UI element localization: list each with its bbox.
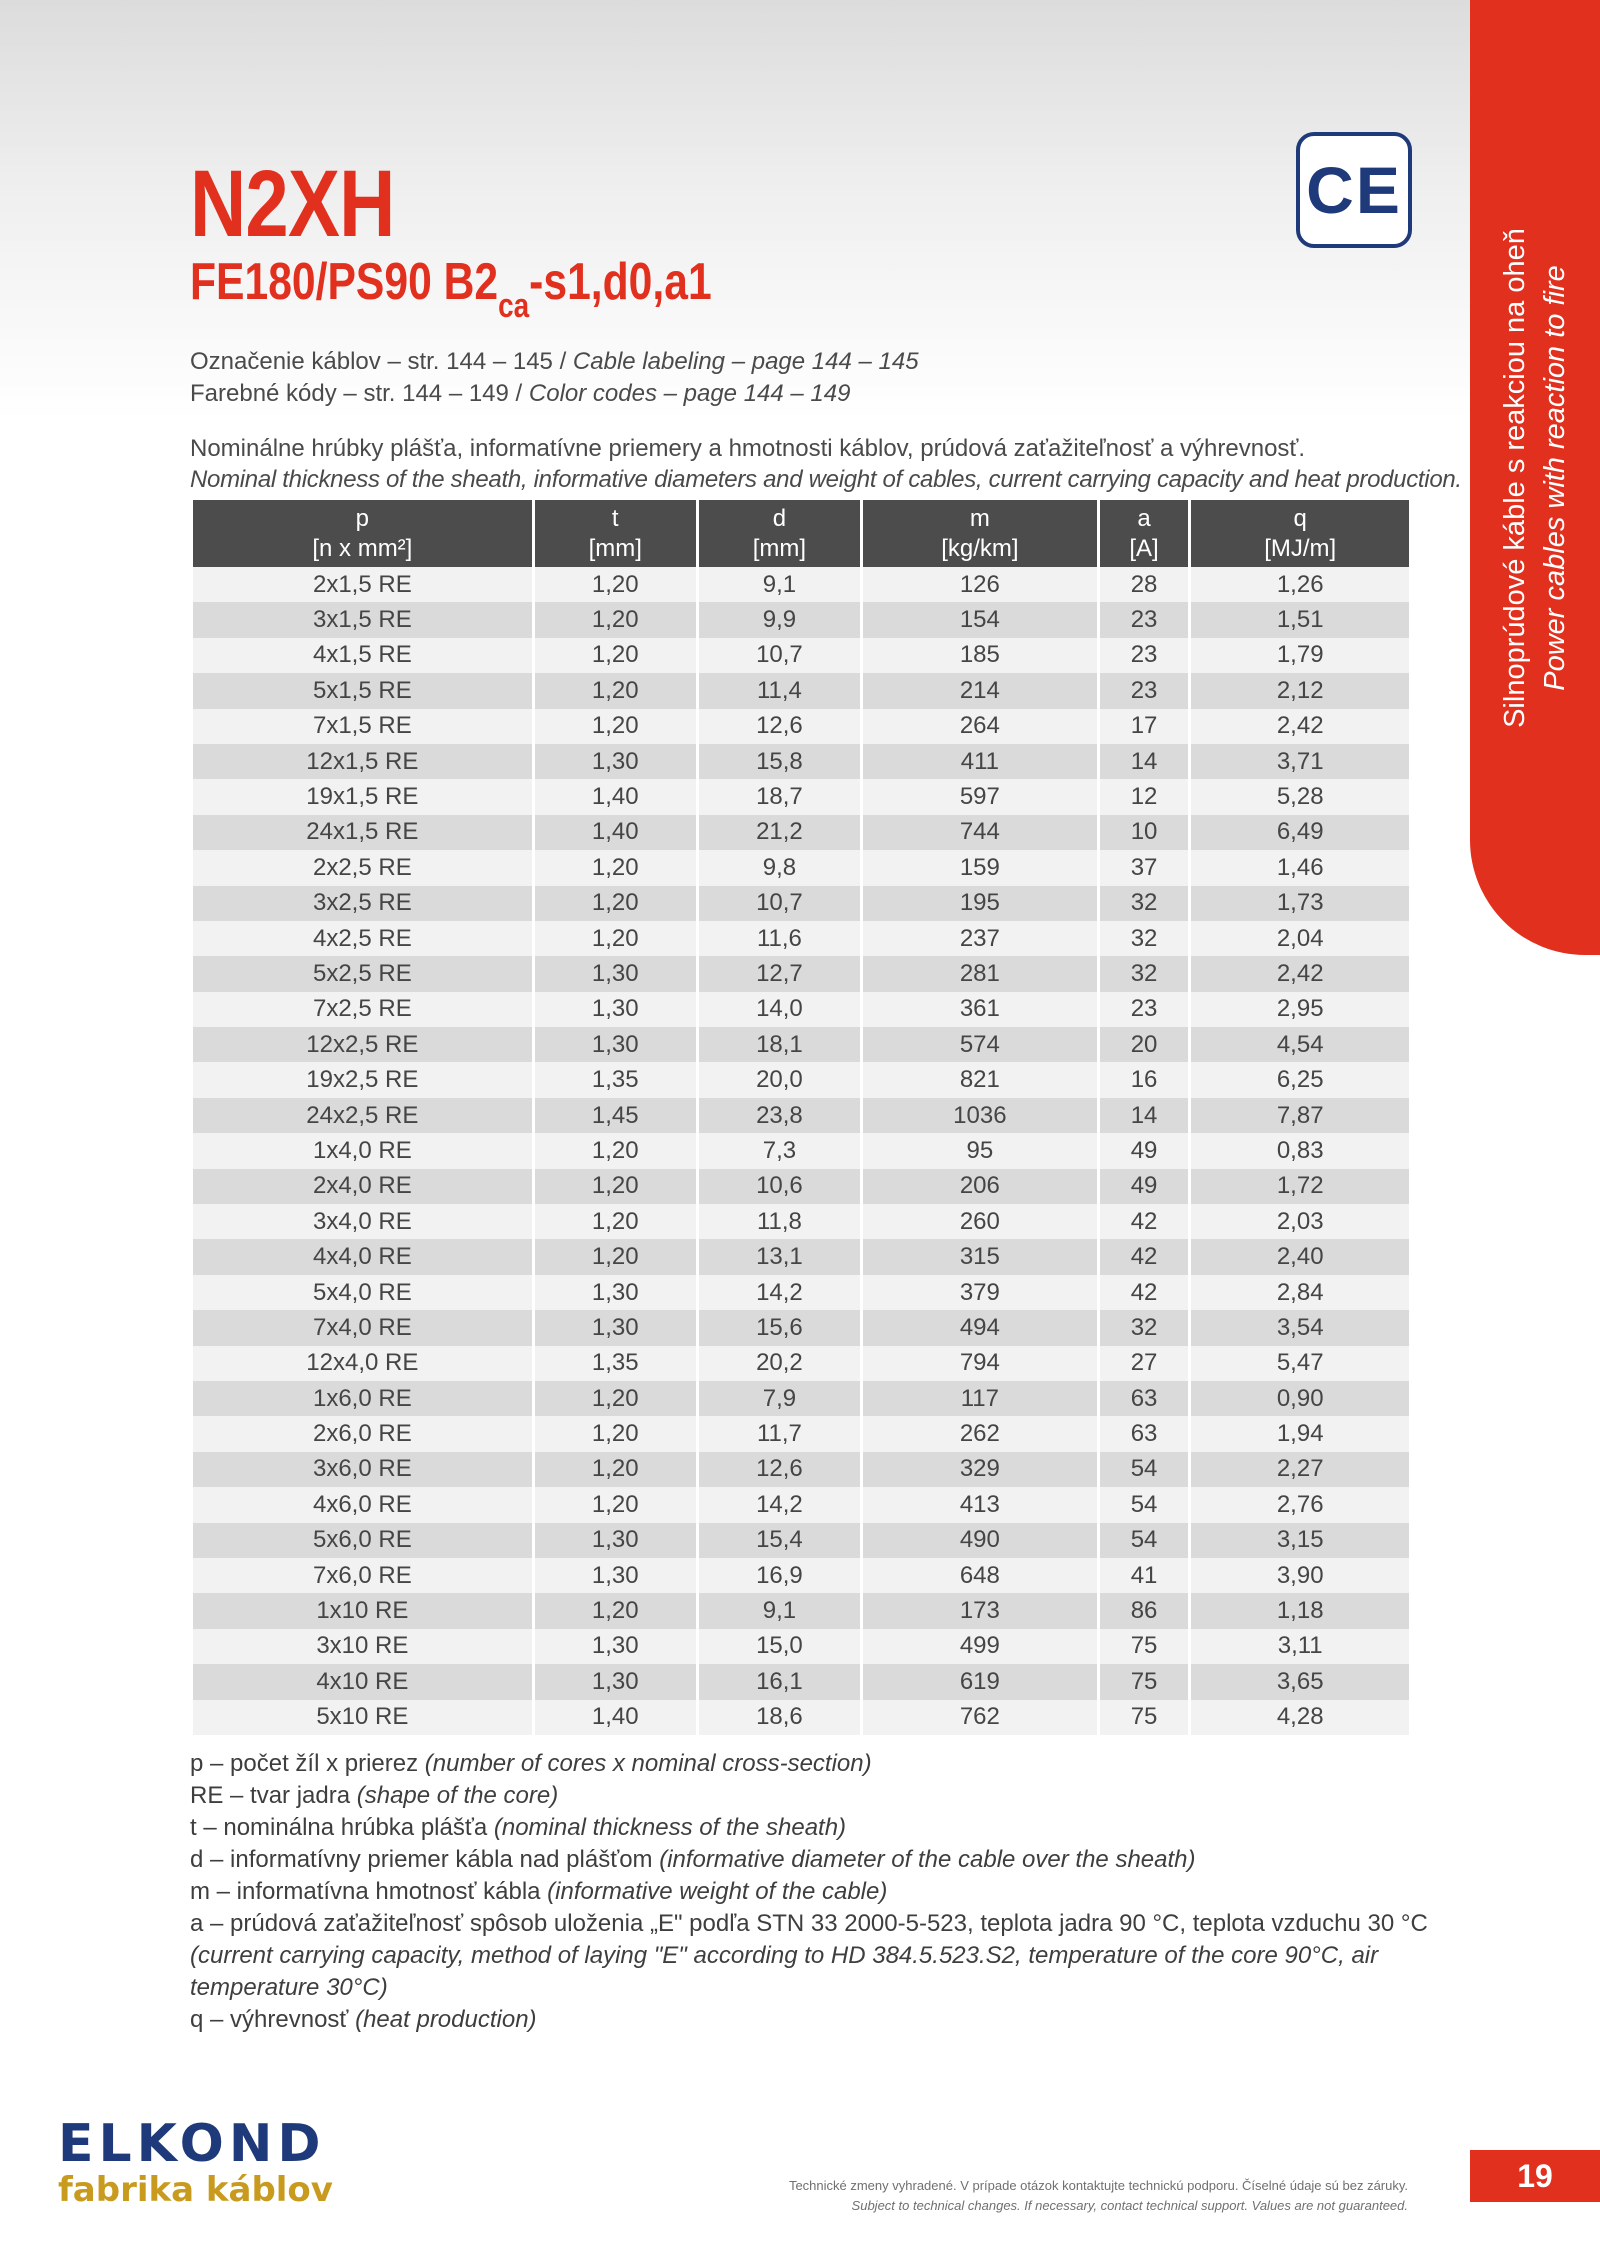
table-cell: 2x2,5 RE	[193, 850, 532, 885]
table-cell: 329	[863, 1452, 1097, 1487]
table-cell: 262	[863, 1416, 1097, 1451]
table-cell: 23	[1100, 673, 1189, 708]
labeling-en: Cable labeling – page 144 – 145	[572, 348, 919, 375]
table-cell: 15,4	[699, 1523, 860, 1558]
table-cell: 1,30	[535, 1664, 696, 1699]
table-cell: 3,11	[1191, 1629, 1409, 1664]
table-cell: 54	[1100, 1452, 1189, 1487]
table-row	[193, 709, 1409, 744]
table-cell: 3,90	[1191, 1558, 1409, 1593]
table-cell: 4,54	[1191, 1027, 1409, 1062]
subtitle-tail: -s1,d0,a1	[529, 253, 712, 311]
table-cell: 9,1	[699, 1593, 860, 1628]
table-cell: 1036	[863, 1098, 1097, 1133]
table-cell: 1,73	[1191, 886, 1409, 921]
table-cell: 2,40	[1191, 1239, 1409, 1274]
table-row	[193, 992, 1409, 1027]
labeling-sk: Označenie káblov – str. 144 – 145 /	[190, 348, 573, 375]
table-cell: 11,6	[699, 921, 860, 956]
table-cell: 54	[1100, 1487, 1189, 1522]
table-row	[193, 1487, 1409, 1522]
product-title: N2XH	[190, 151, 395, 257]
table-cell: 1x6,0 RE	[193, 1381, 532, 1416]
table-cell: 5x10 RE	[193, 1700, 532, 1735]
column-symbol: q	[1293, 504, 1307, 532]
table-cell: 1,79	[1191, 638, 1409, 673]
table-row	[193, 567, 1409, 602]
table-cell: 7,9	[699, 1381, 860, 1416]
table-cell: 18,1	[699, 1027, 860, 1062]
column-header-m	[863, 500, 1097, 567]
table-cell: 75	[1100, 1629, 1189, 1664]
table-cell: 2x4,0 RE	[193, 1169, 532, 1204]
table-cell: 15,6	[699, 1310, 860, 1345]
table-cell: 16	[1100, 1062, 1189, 1097]
table-cell: 5,28	[1191, 779, 1409, 814]
table-cell: 237	[863, 921, 1097, 956]
table-cell: 490	[863, 1523, 1097, 1558]
table-cell: 3x10 RE	[193, 1629, 532, 1664]
table-cell: 7x4,0 RE	[193, 1310, 532, 1345]
table-cell: 1,30	[535, 1523, 696, 1558]
table-cell: 1,30	[535, 744, 696, 779]
table-cell: 20,0	[699, 1062, 860, 1097]
table-cell: 12,7	[699, 956, 860, 991]
table-cell: 54	[1100, 1523, 1189, 1558]
table-cell: 32	[1100, 921, 1189, 956]
column-header-p	[193, 500, 532, 567]
table-cell: 264	[863, 709, 1097, 744]
table-cell: 1,30	[535, 992, 696, 1027]
table-row	[193, 1593, 1409, 1628]
section-side-title	[1495, 0, 1575, 958]
table-cell: 1,20	[535, 567, 696, 602]
table-cell: 28	[1100, 567, 1189, 602]
table-cell: 260	[863, 1204, 1097, 1239]
table-cell: 2,84	[1191, 1275, 1409, 1310]
legend-text-en: (number of cores x nominal cross-section)	[424, 1750, 872, 1777]
table-cell: 3,65	[1191, 1664, 1409, 1699]
column-unit: [A]	[1129, 534, 1159, 562]
table-cell: 2,03	[1191, 1204, 1409, 1239]
legend-text-sk: q – výhrevnosť	[190, 2006, 356, 2033]
table-cell: 49	[1100, 1133, 1189, 1168]
table-cell: 17	[1100, 709, 1189, 744]
table-cell: 5x6,0 RE	[193, 1523, 532, 1558]
table-cell: 214	[863, 673, 1097, 708]
table-cell: 0,83	[1191, 1133, 1409, 1168]
table-cell: 11,4	[699, 673, 860, 708]
table-cell: 281	[863, 956, 1097, 991]
table-cell: 1,20	[535, 673, 696, 708]
table-row	[193, 1346, 1409, 1381]
table-cell: 4x4,0 RE	[193, 1239, 532, 1274]
table-cell: 12x1,5 RE	[193, 744, 532, 779]
table-cell: 86	[1100, 1593, 1189, 1628]
table-caption-sk: Nominálne hrúbky plášťa, informatívne priemery a hmotnosti káblov, prúdová zaťažiteľnosť a výhrevnosť.	[190, 435, 1306, 462]
table-cell: 2,04	[1191, 921, 1409, 956]
legend-text-en: (nominal thickness of the sheath)	[493, 1814, 847, 1841]
table-cell: 597	[863, 779, 1097, 814]
table-body	[193, 567, 1409, 1735]
table-row	[193, 1700, 1409, 1735]
table-cell: 42	[1100, 1275, 1189, 1310]
table-cell: 7x2,5 RE	[193, 992, 532, 1027]
table-cell: 1,30	[535, 956, 696, 991]
legend-text-sk: t – nominálna hrúbka plášťa	[190, 1814, 494, 1841]
table-cell: 1,94	[1191, 1416, 1409, 1451]
table-cell: 1,20	[535, 1133, 696, 1168]
table-cell: 2x6,0 RE	[193, 1416, 532, 1451]
table-row	[193, 1098, 1409, 1133]
table-cell: 3,54	[1191, 1310, 1409, 1345]
section-title-sk: Silnoprúdové káble s reakciou na oheň	[1499, 228, 1531, 728]
column-symbol: m	[969, 504, 990, 532]
subtitle-main: FE180/PS90 B2	[190, 253, 499, 311]
table-cell: 1,51	[1191, 602, 1409, 637]
legend-item	[190, 1908, 1440, 2004]
table-cell: 24x2,5 RE	[193, 1098, 532, 1133]
table-cell: 5x1,5 RE	[193, 673, 532, 708]
legend-item	[190, 1844, 1440, 1876]
table-caption-en: Nominal thickness of the sheath, informative diameters and weight of cables, current carrying capacity and heat production.	[190, 466, 1462, 493]
column-unit: [mm]	[752, 534, 807, 562]
ce-mark-icon	[1296, 132, 1412, 248]
table-cell: 2,27	[1191, 1452, 1409, 1487]
table-row	[193, 886, 1409, 921]
table-row	[193, 744, 1409, 779]
table-cell: 14,2	[699, 1275, 860, 1310]
table-cell: 361	[863, 992, 1097, 1027]
table-row	[193, 921, 1409, 956]
table-header-row	[193, 500, 1409, 567]
table-cell: 14,2	[699, 1487, 860, 1522]
table-cell: 15,8	[699, 744, 860, 779]
table-cell: 1,20	[535, 1452, 696, 1487]
table-cell: 173	[863, 1593, 1097, 1628]
legend-text-sk: p – počet žíl x prierez	[190, 1750, 425, 1777]
table-cell: 1,20	[535, 709, 696, 744]
table-cell: 2,42	[1191, 709, 1409, 744]
table-cell: 16,9	[699, 1558, 860, 1593]
disclaimer	[640, 2176, 1408, 2216]
table-row	[193, 1133, 1409, 1168]
table-cell: 499	[863, 1629, 1097, 1664]
product-subtitle	[190, 252, 712, 326]
table-cell: 37	[1100, 850, 1189, 885]
column-unit: [MJ/m]	[1264, 534, 1337, 562]
table-cell: 7,3	[699, 1133, 860, 1168]
page-number: 19	[1470, 2150, 1600, 2202]
table-cell: 1,18	[1191, 1593, 1409, 1628]
table-cell: 23	[1100, 992, 1189, 1027]
table-cell: 32	[1100, 956, 1189, 991]
legend-item	[190, 2004, 1440, 2036]
table-row	[193, 1416, 1409, 1451]
table-cell: 315	[863, 1239, 1097, 1274]
table-cell: 1,20	[535, 602, 696, 637]
table-cell: 2,12	[1191, 673, 1409, 708]
table-row	[193, 1027, 1409, 1062]
table-cell: 75	[1100, 1700, 1189, 1735]
table-cell: 75	[1100, 1664, 1189, 1699]
table-cell: 12,6	[699, 1452, 860, 1487]
legend-item	[190, 1780, 1440, 1812]
table-cell: 1,20	[535, 1487, 696, 1522]
column-unit: [mm]	[588, 534, 642, 562]
table-cell: 1,20	[535, 1204, 696, 1239]
table-row	[193, 1062, 1409, 1097]
table-cell: 379	[863, 1275, 1097, 1310]
table-cell: 18,6	[699, 1700, 860, 1735]
table-header	[193, 500, 1409, 567]
table-cell: 32	[1100, 886, 1189, 921]
table-cell: 49	[1100, 1169, 1189, 1204]
table-cell: 794	[863, 1346, 1097, 1381]
table-cell: 1,40	[535, 779, 696, 814]
table-cell: 3,71	[1191, 744, 1409, 779]
table-cell: 1x10 RE	[193, 1593, 532, 1628]
table-cell: 12x4,0 RE	[193, 1346, 532, 1381]
table-cell: 21,2	[699, 815, 860, 850]
subtitle-subscript: ca	[498, 287, 530, 325]
table-cell: 1,30	[535, 1629, 696, 1664]
table-cell: 20,2	[699, 1346, 860, 1381]
brand-logo-tagline: fabrika káblov	[58, 2170, 333, 2210]
table-cell: 1,20	[535, 921, 696, 956]
table-cell: 6,25	[1191, 1062, 1409, 1097]
legend	[190, 1748, 1440, 2036]
table-row	[193, 1558, 1409, 1593]
column-symbol: d	[772, 504, 787, 532]
table-cell: 63	[1100, 1416, 1189, 1451]
table-cell: 1,40	[535, 815, 696, 850]
table-cell: 15,0	[699, 1629, 860, 1664]
table-row	[193, 779, 1409, 814]
table-cell: 762	[863, 1700, 1097, 1735]
table-cell: 1,20	[535, 1416, 696, 1451]
table-row	[193, 1275, 1409, 1310]
table-cell: 3x4,0 RE	[193, 1204, 532, 1239]
table-row	[193, 638, 1409, 673]
table-cell: 2,95	[1191, 992, 1409, 1027]
table-cell: 0,90	[1191, 1381, 1409, 1416]
table-cell: 413	[863, 1487, 1097, 1522]
column-symbol: t	[611, 504, 619, 532]
legend-text-sk: a – prúdová zaťažiteľnosť spôsob uloženia „E" podľa STN 33 2000-5-523, teplota jadra 90 °C, teplota vzduchu 30 °C	[190, 1910, 1428, 1937]
table-cell: 185	[863, 638, 1097, 673]
column-header-d	[699, 500, 860, 567]
legend-item	[190, 1812, 1440, 1844]
table-cell: 18,7	[699, 779, 860, 814]
color-codes-reference	[190, 380, 850, 408]
color-codes-en: Color codes – page 144 – 149	[528, 380, 851, 407]
table-cell: 1,20	[535, 1593, 696, 1628]
legend-text-sk: RE – tvar jadra	[190, 1782, 357, 1809]
table-row	[193, 673, 1409, 708]
table-cell: 648	[863, 1558, 1097, 1593]
table-cell: 19x2,5 RE	[193, 1062, 532, 1097]
table-cell: 41	[1100, 1558, 1189, 1593]
section-title-en: Power cables with reaction to fire	[1539, 265, 1571, 691]
table-cell: 3x2,5 RE	[193, 886, 532, 921]
table-cell: 32	[1100, 1310, 1189, 1345]
table-cell: 23,8	[699, 1098, 860, 1133]
column-header-q	[1191, 500, 1409, 567]
table-cell: 14	[1100, 744, 1189, 779]
table-cell: 3x6,0 RE	[193, 1452, 532, 1487]
legend-item	[190, 1748, 1440, 1780]
table-cell: 9,1	[699, 567, 860, 602]
table-cell: 20	[1100, 1027, 1189, 1062]
table-row	[193, 815, 1409, 850]
table-cell: 154	[863, 602, 1097, 637]
table-cell: 574	[863, 1027, 1097, 1062]
table-cell: 494	[863, 1310, 1097, 1345]
table-cell: 23	[1100, 602, 1189, 637]
table-cell: 4x1,5 RE	[193, 638, 532, 673]
table-cell: 14,0	[699, 992, 860, 1027]
table-cell: 619	[863, 1664, 1097, 1699]
table-cell: 2x1,5 RE	[193, 567, 532, 602]
table-cell: 10,7	[699, 638, 860, 673]
table-cell: 42	[1100, 1204, 1189, 1239]
table-cell: 1,30	[535, 1310, 696, 1345]
table-cell: 1,20	[535, 1381, 696, 1416]
column-unit: [n x mm²]	[312, 534, 413, 562]
table-cell: 11,8	[699, 1204, 860, 1239]
table-row	[193, 1169, 1409, 1204]
table-cell: 1,20	[535, 886, 696, 921]
table-row	[193, 1629, 1409, 1664]
table-cell: 1,30	[535, 1027, 696, 1062]
table-row	[193, 1204, 1409, 1239]
ce-mark-text: CE	[1306, 153, 1402, 227]
table-cell: 19x1,5 RE	[193, 779, 532, 814]
table-cell: 4x2,5 RE	[193, 921, 532, 956]
table-cell: 159	[863, 850, 1097, 885]
table-cell: 27	[1100, 1346, 1189, 1381]
table-cell: 4,28	[1191, 1700, 1409, 1735]
legend-text-en: (heat production)	[355, 2006, 537, 2033]
table-row	[193, 956, 1409, 991]
labeling-reference	[190, 348, 919, 376]
table-cell: 206	[863, 1169, 1097, 1204]
table-cell: 95	[863, 1133, 1097, 1168]
table-cell: 1,20	[535, 638, 696, 673]
table-cell: 1,26	[1191, 567, 1409, 602]
table-cell: 42	[1100, 1239, 1189, 1274]
table-cell: 744	[863, 815, 1097, 850]
table-cell: 4x10 RE	[193, 1664, 532, 1699]
table-cell: 7x1,5 RE	[193, 709, 532, 744]
table-row	[193, 1239, 1409, 1274]
table-cell: 1,35	[535, 1062, 696, 1097]
table-cell: 2,76	[1191, 1487, 1409, 1522]
column-symbol: p	[355, 504, 370, 532]
table-cell: 7,87	[1191, 1098, 1409, 1133]
table-cell: 1,45	[535, 1098, 696, 1133]
table-cell: 3x1,5 RE	[193, 602, 532, 637]
table-cell: 3,15	[1191, 1523, 1409, 1558]
table-cell: 1,35	[535, 1346, 696, 1381]
table-cell: 1,30	[535, 1558, 696, 1593]
table-row	[193, 1664, 1409, 1699]
legend-item	[190, 1876, 1440, 1908]
legend-text-en: (informative weight of the cable)	[547, 1878, 888, 1905]
table-cell: 195	[863, 886, 1097, 921]
table-row	[193, 602, 1409, 637]
table-cell: 13,1	[699, 1239, 860, 1274]
table-cell: 12,6	[699, 709, 860, 744]
table-cell: 1,20	[535, 1169, 696, 1204]
disclaimer-en: Subject to technical changes. If necessary, contact technical support. Values are not guaranteed.	[851, 2198, 1408, 2213]
table-cell: 10,6	[699, 1169, 860, 1204]
table-cell: 9,8	[699, 850, 860, 885]
table-cell: 5,47	[1191, 1346, 1409, 1381]
table-row	[193, 1523, 1409, 1558]
table-cell: 1x4,0 RE	[193, 1133, 532, 1168]
table-cell: 117	[863, 1381, 1097, 1416]
table-row	[193, 1310, 1409, 1345]
table-cell: 1,46	[1191, 850, 1409, 885]
table-cell: 6,49	[1191, 815, 1409, 850]
table-cell: 10	[1100, 815, 1189, 850]
legend-text-sk: m – informatívna hmotnosť kábla	[190, 1878, 548, 1905]
table-cell: 24x1,5 RE	[193, 815, 532, 850]
table-cell: 14	[1100, 1098, 1189, 1133]
table-cell: 11,7	[699, 1416, 860, 1451]
table-cell: 9,9	[699, 602, 860, 637]
column-unit: [kg/km]	[941, 534, 1019, 562]
table-cell: 10,7	[699, 886, 860, 921]
table-cell: 63	[1100, 1381, 1189, 1416]
column-header-t	[535, 500, 696, 567]
table-cell: 23	[1100, 638, 1189, 673]
table-row	[193, 850, 1409, 885]
table-cell: 7x6,0 RE	[193, 1558, 532, 1593]
column-header-a	[1100, 500, 1189, 567]
table-cell: 1,72	[1191, 1169, 1409, 1204]
table-cell: 5x2,5 RE	[193, 956, 532, 991]
table-cell: 12	[1100, 779, 1189, 814]
disclaimer-sk: Technické zmeny vyhradené. V prípade otázok kontaktujte technickú podporu. Číselné údaje sú bez záruky.	[788, 2178, 1408, 2193]
brand-logo-name: ELKOND	[58, 2114, 326, 2174]
table-cell: 1,40	[535, 1700, 696, 1735]
column-symbol: a	[1137, 504, 1151, 532]
legend-text-en: (current carrying capacity, method of laying "E" according to HD 384.5.523.S2, temperature of the core 90°C, air temperature 30°C)	[190, 1942, 1379, 2001]
table-cell: 411	[863, 744, 1097, 779]
table-cell: 16,1	[699, 1664, 860, 1699]
table-cell: 126	[863, 567, 1097, 602]
table-row	[193, 1381, 1409, 1416]
table-cell: 12x2,5 RE	[193, 1027, 532, 1062]
legend-text-en: (informative diameter of the cable over the sheath)	[659, 1846, 1196, 1873]
table-cell: 1,30	[535, 1275, 696, 1310]
table-cell: 1,20	[535, 1239, 696, 1274]
legend-text-sk: d – informatívny priemer kábla nad plášťom	[190, 1846, 660, 1873]
table-cell: 5x4,0 RE	[193, 1275, 532, 1310]
color-codes-sk: Farebné kódy – str. 144 – 149 /	[190, 380, 529, 407]
table-cell: 2,42	[1191, 956, 1409, 991]
table-cell: 4x6,0 RE	[193, 1487, 532, 1522]
table-cell: 821	[863, 1062, 1097, 1097]
cable-data-table	[190, 500, 1412, 1735]
table-cell: 1,20	[535, 850, 696, 885]
table-row	[193, 1452, 1409, 1487]
legend-text-en: (shape of the core)	[356, 1782, 559, 1809]
